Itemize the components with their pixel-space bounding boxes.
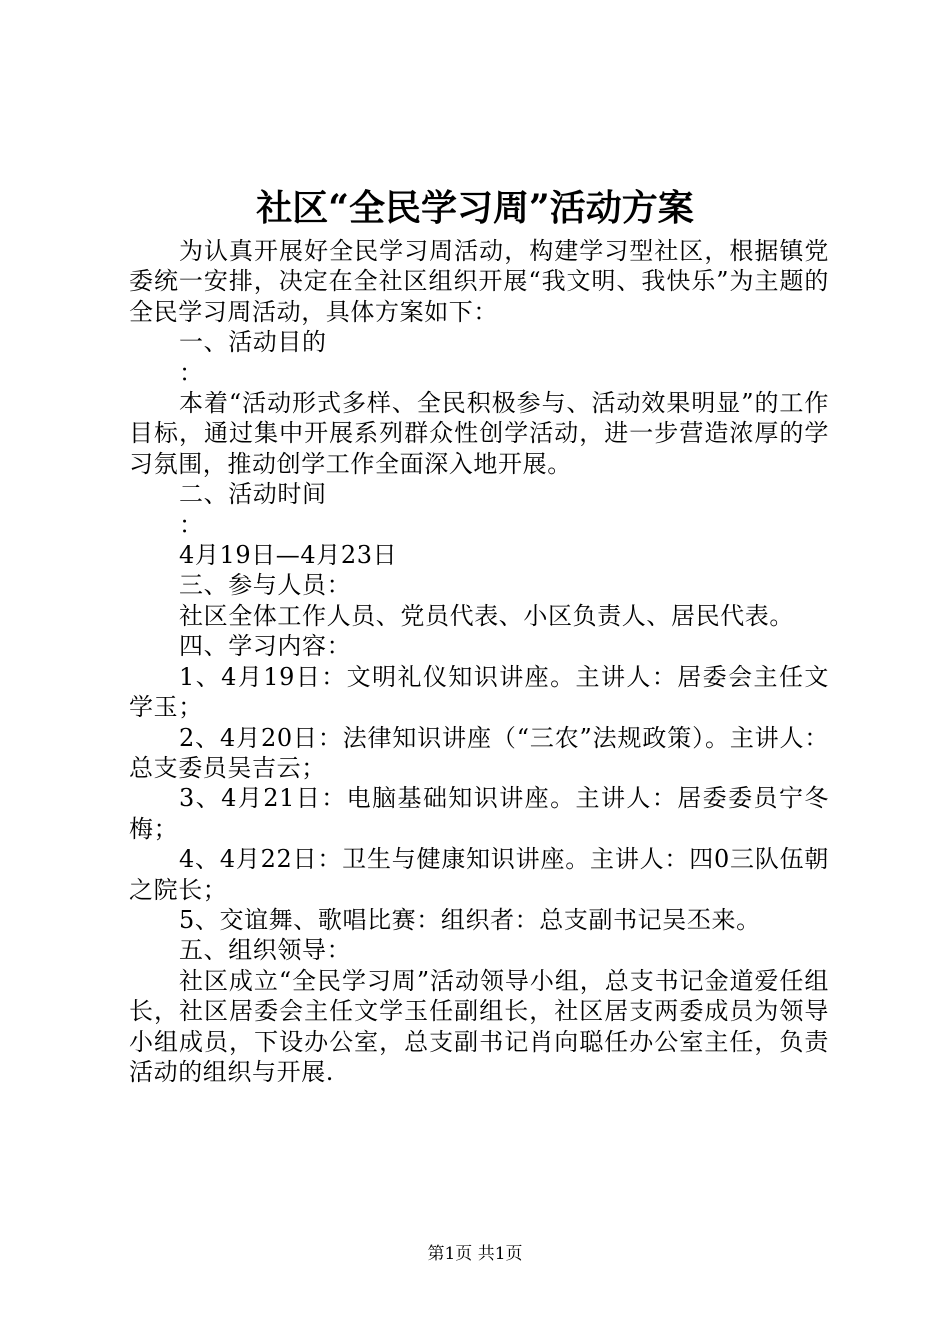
list-item: 1、4月19日：文明礼仪知识讲座。主讲人：居委会主任文学玉； (129, 662, 829, 722)
document-title: 社区“全民学习周”活动方案 (256, 187, 694, 229)
paragraph-leadership: 社区成立“全民学习周”活动领导小组，总支书记金道爱任组长，社区居委会主任文学玉任副组长，社区居支两委成员为领导小组成员，下设办公室，总支副书记肖向聪任办公室主任，负责活动的组织与开展. (129, 966, 829, 1086)
page-footer: 第1页 共1页 (427, 1244, 523, 1264)
paragraph-purpose: 本着“活动形式多样、全民积极参与、活动效果明显”的工作目标，通过集中开展系列群众性创学活动，进一步营造浓厚的学习氛围，推动创学工作全面深入地开展。 (129, 389, 829, 478)
list-item: 2、4月20日：法律知识讲座（“三农”法规政策）。主讲人：总支委员吴吉云； (129, 723, 829, 782)
list-item: 4、4月22日：卫生与健康知识讲座。主讲人：四0三队伍朝之院长； (129, 845, 829, 904)
paragraph-intro: 为认真开展好全民学习周活动，构建学习型社区，根据镇党委统一安排，决定在全社区组织开展“我文明、我快乐”为主题的全民学习周活动，具体方案如下： (129, 237, 829, 326)
paragraph-time: 4月19日—4月23日 (179, 541, 398, 570)
heading-leadership: 五、组织领导： (179, 936, 352, 965)
document-body (129, 236, 829, 1087)
colon-line: ： (179, 358, 204, 387)
list-item: 3、4月21日：电脑基础知识讲座。主讲人：居委委员宁冬梅； (129, 784, 829, 843)
heading-purpose: 一、活动目的 (179, 328, 327, 357)
list-item: 5、交谊舞、歌唱比赛：组织者：总支副书记吴丕来。 (179, 905, 761, 934)
colon-line: ： (179, 510, 204, 539)
heading-content: 四、学习内容： (179, 632, 352, 661)
paragraph-participants: 社区全体工作人员、党员代表、小区负责人、居民代表。 (179, 601, 794, 630)
heading-time: 二、活动时间 (179, 480, 327, 509)
heading-participants: 三、参与人员： (179, 571, 352, 600)
